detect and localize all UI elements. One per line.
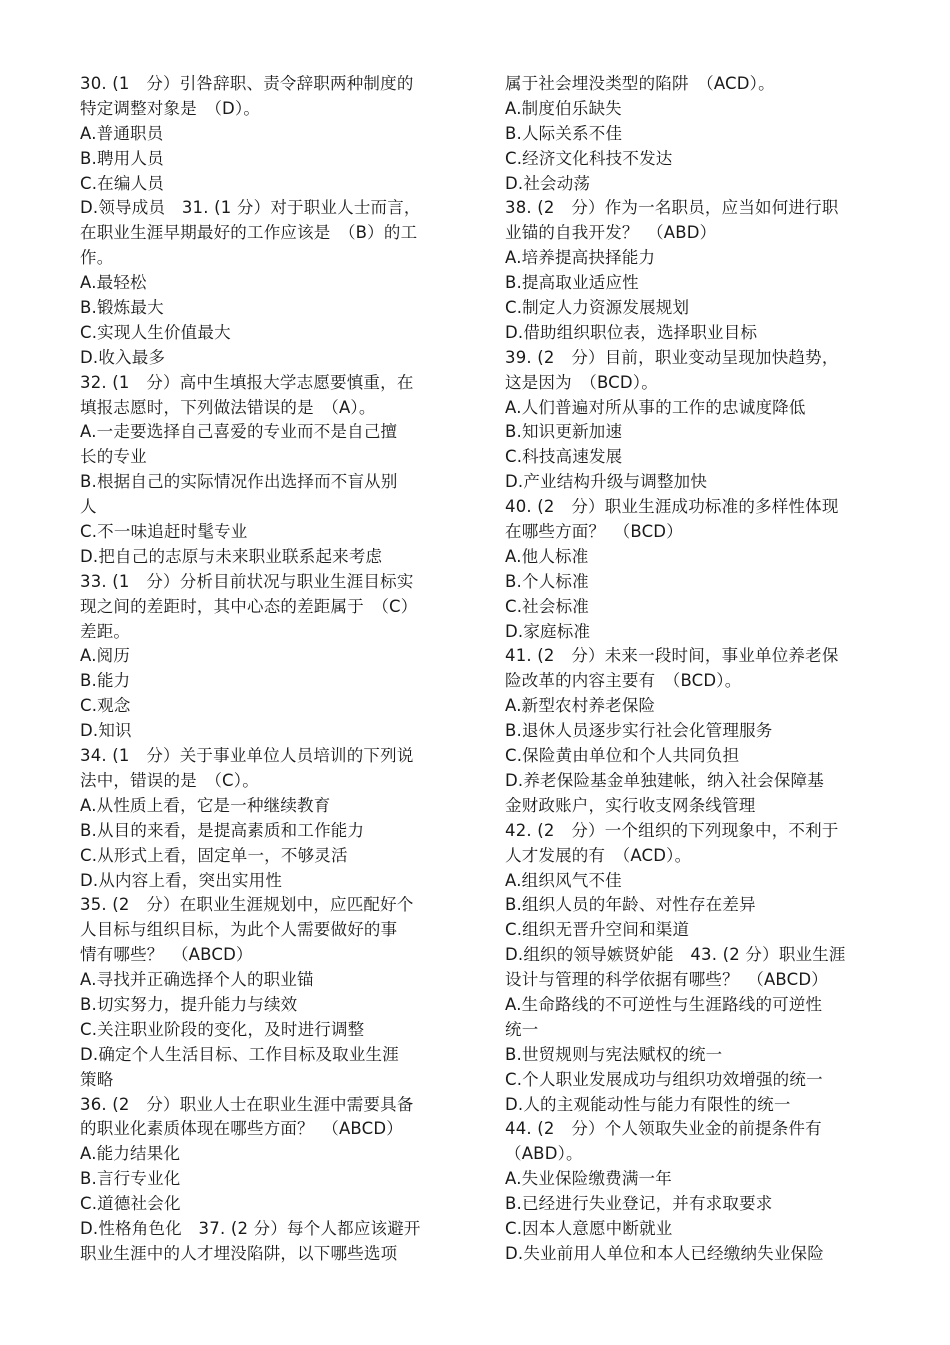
text-line: D.把自己的志原与未来职业联系起来考虑: [80, 546, 383, 566]
text-line: C.因本人意愿中断就业: [505, 1218, 673, 1238]
text-line: 42. (2 分）一个组织的下列现象中，不利于: [505, 820, 839, 840]
text-line: B.能力: [80, 671, 131, 691]
text-line: A.生命路线的不可逆性与生涯路线的可逆性: [505, 994, 823, 1014]
text-line: B.组织人员的年龄、对性存在差异: [505, 895, 756, 915]
text-line: C.科技高速发展: [505, 447, 623, 467]
text-line: B.根据自己的实际情况作出选择而不盲从别: [80, 472, 398, 492]
text-line: D.产业结构升级与调整加快: [505, 472, 708, 492]
text-line: B.个人标准: [505, 571, 589, 591]
text-line: B.聘用人员: [80, 148, 164, 168]
text-line: 在哪些方面？ （BCD）: [505, 522, 683, 542]
text-line: 35. (2 分）在职业生涯规划中，应匹配好个: [80, 895, 414, 915]
text-line: D.借助组织职位表，选择职业目标: [505, 322, 758, 342]
text-line: A.他人标准: [505, 546, 589, 566]
text-line: 策略: [80, 1069, 114, 1089]
text-line: C.保险黄由单位和个人共同负担: [505, 746, 740, 766]
text-line: D.家庭标准: [505, 621, 591, 641]
text-line: A.培养提高抉择能力: [505, 248, 656, 268]
text-line: C.从形式上看，固定单一，不够灵活: [80, 845, 348, 865]
text-line: 34. (1 分）关于事业单位人员培训的下列说: [80, 746, 414, 766]
text-line: A.一走要选择自己喜爱的专业而不是自己擅: [80, 422, 398, 442]
text-line: A.新型农村养老保险: [505, 696, 656, 716]
text-line: C.在编人员: [80, 173, 164, 193]
text-line: 的职业化素质体现在哪些方面？ （ABCD）: [80, 1119, 403, 1139]
text-line: 特定调整对象是 （D）。: [80, 98, 261, 118]
text-line: 在职业生涯早期最好的工作应该是 （B）的工: [80, 223, 418, 243]
text-line: B.世贸规则与宪法赋权的统一: [505, 1044, 723, 1064]
text-line: 人: [80, 497, 97, 517]
text-line: C.个人职业发展成功与组织功效增强的统一: [505, 1069, 823, 1089]
text-line: 统一: [505, 1019, 539, 1039]
text-line: A.能力结果化: [80, 1144, 181, 1164]
text-line: D.养老保险基金单独建帐，纳入社会保障基: [505, 770, 824, 790]
text-line: B.已经进行失业登记，并有求取要求: [505, 1194, 773, 1214]
text-line: C.关注职业阶段的变化，及时进行调整: [80, 1019, 365, 1039]
text-line: 长的专业: [80, 447, 147, 467]
text-line: 人目标与组织目标，为此个人需要做好的事: [80, 920, 398, 940]
text-line: B.提高取业适应性: [505, 273, 639, 293]
text-line: B.从目的来看，是提高素质和工作能力: [80, 820, 365, 840]
text-line: D.组织的领导嫉贤妒能 43. (2 分）职业生涯: [505, 945, 846, 965]
text-line: D.性格角色化 37. (2 分）每个人都应该避开: [80, 1218, 421, 1238]
text-line: 差距。: [80, 621, 131, 641]
text-line: A.从性质上看，它是一种继续教育: [80, 795, 331, 815]
text-line: C.观念: [80, 696, 131, 716]
text-line: 情有哪些？ （ABCD）: [80, 945, 253, 965]
text-line: 32. (1 分）高中生填报大学志愿要慎重，在: [80, 372, 414, 392]
text-line: A.制度伯乐缺失: [505, 98, 622, 118]
text-line: C.社会标准: [505, 596, 589, 616]
text-line: A.失业保险缴费满一年: [505, 1169, 672, 1189]
text-line: D.收入最多: [80, 347, 166, 367]
text-line: 这是因为 （BCD）。: [505, 372, 658, 392]
text-line: C.经济文化科技不发达: [505, 148, 673, 168]
text-line: D.社会动荡: [505, 173, 591, 193]
text-line: A.人们普遍对所从事的工作的忠诚度降低: [505, 397, 806, 417]
text-line: A.寻找并正确选择个人的职业锚: [80, 970, 314, 990]
text-line: C.组织无晋升空间和渠道: [505, 920, 690, 940]
text-line: 属于社会埋没类型的陷阱 （ACD）。: [505, 74, 775, 93]
text-line: D.失业前用人单位和本人已经缴纳失业保险: [505, 1243, 824, 1263]
text-line: C.实现人生价值最大: [80, 322, 231, 342]
text-line: 30. (1 分）引咎辞职、责令辞职两种制度的: [80, 74, 414, 93]
text-line: 填报志愿时，下列做法错误的是 （A）。: [80, 397, 376, 417]
text-line: A.阅历: [80, 646, 131, 666]
text-line: A.普通职员: [80, 123, 164, 143]
text-line: （ABD）。: [505, 1144, 583, 1164]
text-line: D.确定个人生活目标、工作目标及取业生涯: [80, 1044, 399, 1064]
text-line: D.人的主观能动性与能力有限性的统一: [505, 1094, 791, 1114]
text-line: 职业生涯中的人才埋没陷阱，以下哪些选项: [80, 1243, 398, 1263]
text-line: 33. (1 分）分析目前状况与职业生涯目标实: [80, 571, 414, 591]
text-line: C.制定人力资源发展规划: [505, 298, 690, 318]
text-line: 险改革的内容主要有 （BCD）。: [505, 671, 742, 691]
text-line: B.锻炼最大: [80, 298, 164, 318]
text-line: 作。: [80, 248, 114, 268]
text-line: C.道德社会化: [80, 1194, 181, 1214]
text-line: B.言行专业化: [80, 1169, 181, 1189]
text-line: 业锚的自我开发？ （ABD）: [505, 223, 717, 243]
text-line: 41. (2 分）未来一段时间，事业单位养老保: [505, 646, 839, 666]
text-line: B.知识更新加速: [505, 422, 623, 442]
text-line: B.人际关系不佳: [505, 123, 623, 143]
text-line: 36. (2 分）职业人士在职业生涯中需要具备: [80, 1094, 414, 1114]
text-line: A.最轻松: [80, 273, 147, 293]
text-line: 设计与管理的科学依据有哪些？ （ABCD）: [505, 970, 828, 990]
text-line: D.领导成员 31. (1 分）对于职业人士而言，: [80, 198, 421, 218]
left-column: [80, 72, 458, 1267]
text-line: 44. (2 分）个人领取失业金的前提条件有: [505, 1119, 822, 1139]
right-column: [505, 72, 870, 1267]
text-line: A.组织风气不佳: [505, 870, 622, 890]
text-line: 法中，错误的是 （C）。: [80, 770, 259, 790]
text-line: B.切实努力，提升能力与续效: [80, 994, 298, 1014]
text-line: 40. (2 分）职业生涯成功标准的多样性体现: [505, 497, 839, 517]
text-line: 39. (2 分）目前，职业变动呈现加快趋势，: [505, 347, 839, 367]
text-line: B.退休人员逐步实行社会化管理服务: [505, 721, 773, 741]
text-line: 现之间的差距时，其中心态的差距属于 （C）: [80, 596, 418, 616]
text-line: 38. (2 分）作为一名职员，应当如何进行职: [505, 198, 839, 218]
text-line: D.知识: [80, 721, 132, 741]
text-line: 人才发展的有 （ACD）。: [505, 845, 692, 865]
text-line: 金财政账户，实行收支网条线管理: [505, 795, 756, 815]
text-line: C.不一味追赶时髦专业: [80, 522, 248, 542]
text-line: D.从内容上看，突出实用性: [80, 870, 283, 890]
